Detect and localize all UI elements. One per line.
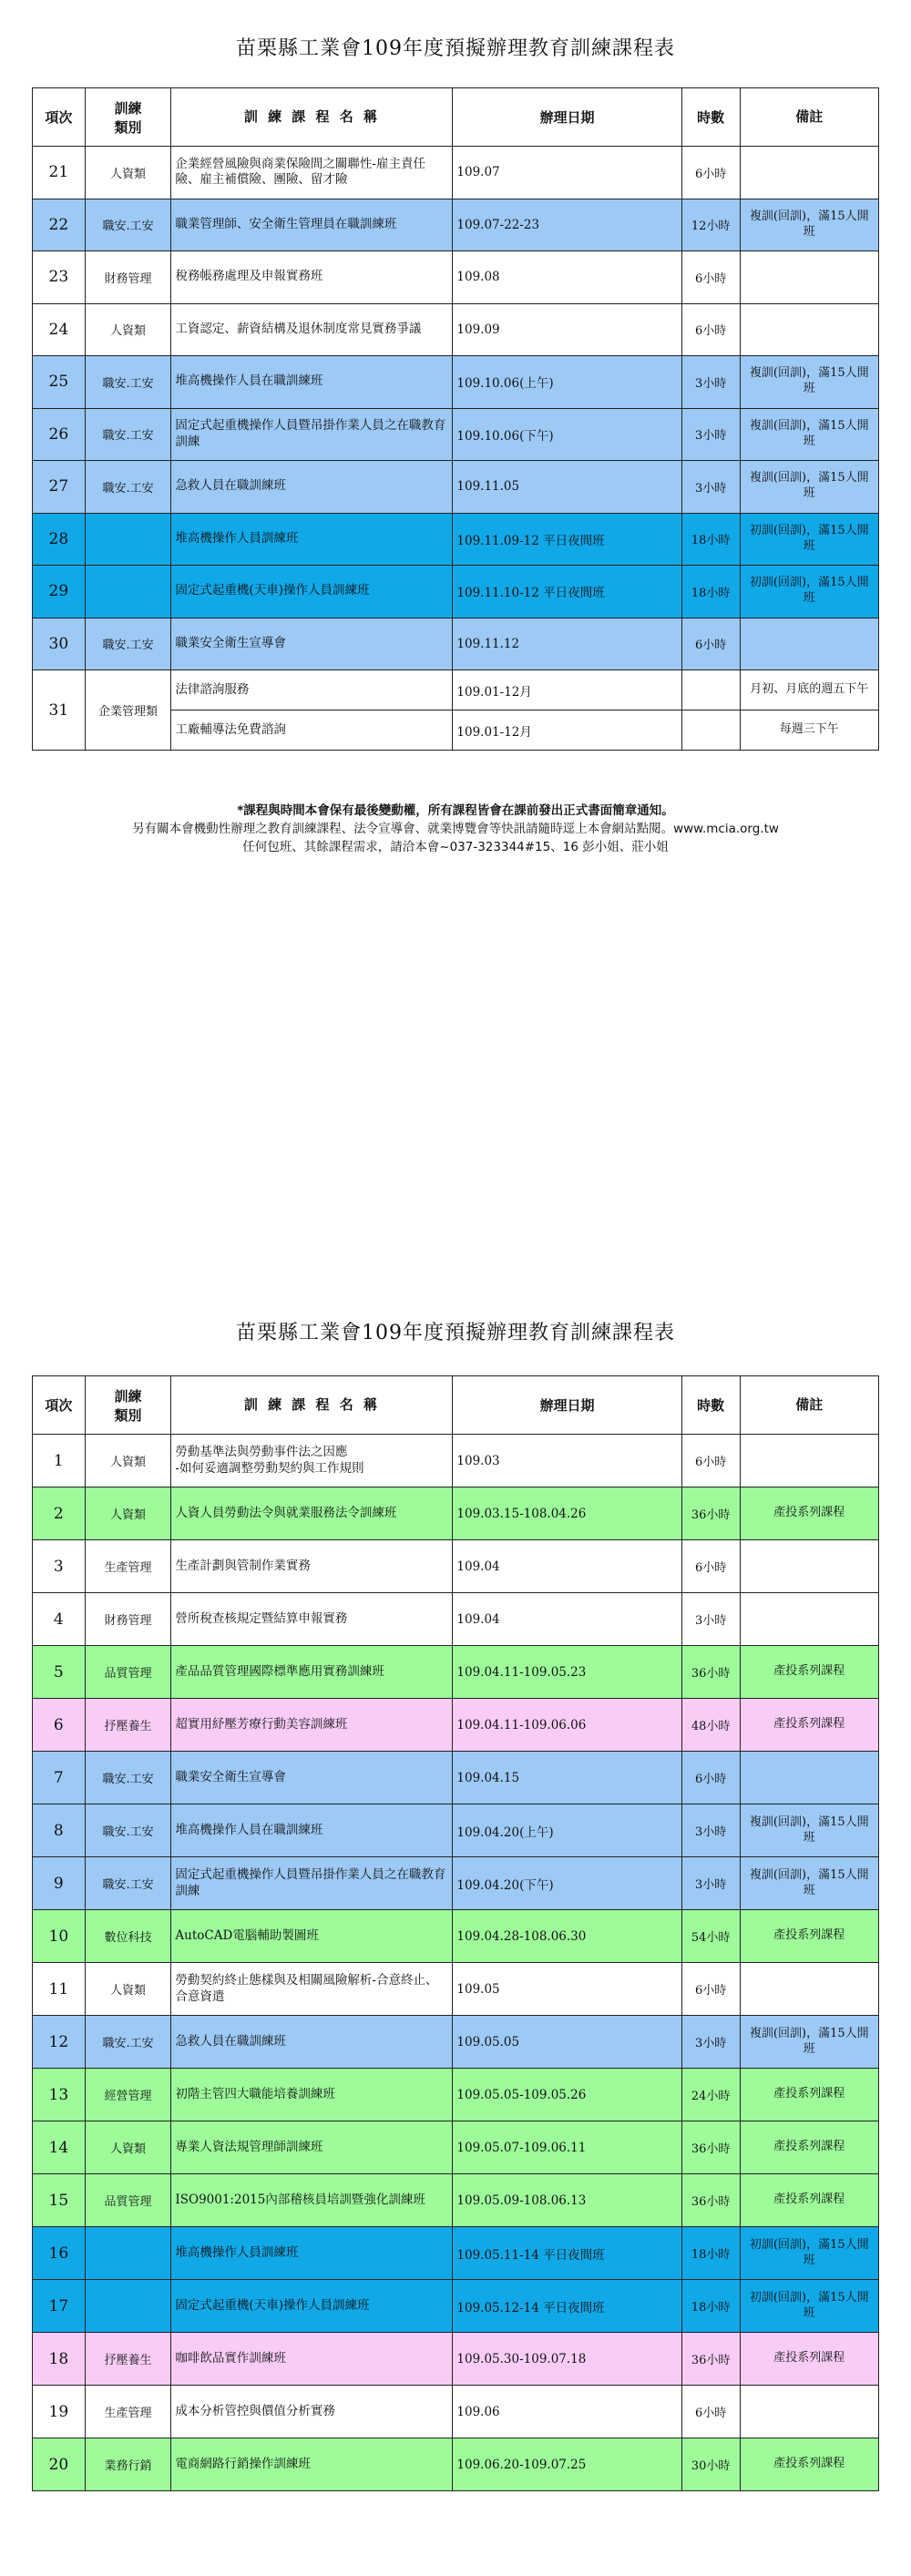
row-course-name: 工資認定、薪資結構及退休制度常見實務爭議 (171, 303, 453, 356)
row-note: 初訓(回訓)，滿15人開班 (740, 566, 878, 618)
row-category: 抒壓養生 (85, 2333, 171, 2386)
row-number: 2 (33, 1487, 86, 1540)
row-date: 109.11.09-12 平日夜間班 (453, 513, 681, 566)
row-hours: 3小時 (681, 408, 740, 461)
row-hours: 18小時 (681, 2227, 740, 2280)
row-category: 生產管理 (85, 1540, 171, 1593)
row-hours: 3小時 (681, 461, 740, 514)
row-date: 109.05 (453, 1963, 681, 2016)
table-row (33, 513, 879, 566)
row-number: 26 (33, 408, 86, 461)
row-hours (681, 670, 740, 710)
row-date: 109.05.11-14 平日夜間班 (453, 2227, 681, 2280)
header-category: 訓練 類別 (85, 88, 171, 147)
row-number: 17 (33, 2280, 86, 2333)
row-course-name: 稅務帳務處理及申報實務班 (171, 251, 453, 304)
row-note: 初訓(回訓)，滿15人開班 (740, 2227, 878, 2280)
row-category: 品質管理 (85, 1646, 171, 1699)
row-course-name: 堆高機操作人員在職訓練班 (171, 356, 453, 409)
row-date: 109.03 (453, 1435, 681, 1487)
row-course-name: 產品品質管理國際標準應用實務訓練班 (171, 1646, 453, 1699)
row-hours: 6小時 (681, 1435, 740, 1487)
top-schedule-table (32, 87, 879, 751)
row-course-name: 職業安全衛生宣導會 (171, 618, 453, 670)
row-course-name: 法律諮詢服務 (171, 670, 453, 710)
table-row (33, 251, 879, 304)
row-category: 人資類 (85, 2121, 171, 2174)
row-number: 5 (33, 1646, 86, 1699)
row-note: 產投系列課程 (740, 2438, 878, 2491)
row-hours: 30小時 (681, 2438, 740, 2491)
table-row (33, 566, 879, 618)
row-number: 22 (33, 199, 86, 251)
row-hours: 18小時 (681, 2280, 740, 2333)
table-row (33, 670, 879, 710)
table-row (33, 461, 879, 514)
row-hours: 3小時 (681, 1593, 740, 1646)
table-row (33, 1435, 879, 1487)
row-category (85, 2280, 171, 2333)
row-note: 初訓(回訓)，滿15人開班 (740, 513, 878, 566)
row-category: 職安.工安 (85, 1804, 171, 1857)
table-row (33, 2333, 879, 2386)
row-date: 109.07-22-23 (453, 199, 681, 251)
row-hours: 36小時 (681, 2174, 740, 2227)
row-note: 複訓(回訓)，滿15人開班 (740, 408, 878, 461)
row-number: 20 (33, 2438, 86, 2491)
table-row (33, 1857, 879, 1910)
row-course-name: 超實用紓壓芳療行動美容訓練班 (171, 1699, 453, 1752)
row-date: 109.01-12月 (453, 670, 681, 710)
row-hours: 6小時 (681, 1540, 740, 1593)
row-note (740, 1963, 878, 2016)
row-course-name: 勞動基準法與勞動事件法之因應 -如何妥適調整勞動契約與工作規則 (171, 1435, 453, 1487)
row-date: 109.10.06(上午) (453, 356, 681, 409)
row-note: 產投系列課程 (740, 1699, 878, 1752)
row-date: 109.06.20-109.07.25 (453, 2438, 681, 2491)
row-date: 109.11.12 (453, 618, 681, 670)
row-date: 109.01-12月 (453, 710, 681, 751)
header-note: 備註 (740, 1376, 878, 1435)
row-number: 25 (33, 356, 86, 409)
row-category: 經營管理 (85, 2069, 171, 2121)
row-number: 13 (33, 2069, 86, 2121)
row-note: 複訓(回訓)，滿15人開班 (740, 199, 878, 251)
row-number: 19 (33, 2386, 86, 2438)
row-note: 產投系列課程 (740, 2069, 878, 2121)
row-number: 10 (33, 1910, 86, 1963)
bottom-page-title: 苗栗縣工業會109年度預擬辦理教育訓練課程表 (236, 1322, 675, 1344)
row-date: 109.04.11-109.06.06 (453, 1699, 681, 1752)
row-number: 11 (33, 1963, 86, 2016)
row-category: 職安.工安 (85, 1857, 171, 1910)
table-row (33, 1804, 879, 1857)
table-row (33, 618, 879, 670)
row-note (740, 2386, 878, 2438)
table-row (33, 2069, 879, 2121)
row-course-name: 營所稅查核規定暨結算申報實務 (171, 1593, 453, 1646)
row-note: 每週三下午 (740, 710, 878, 751)
row-category: 人資類 (85, 303, 171, 356)
row-hours: 18小時 (681, 513, 740, 566)
table-row (33, 2121, 879, 2174)
row-category: 抒壓養生 (85, 1699, 171, 1752)
row-number: 27 (33, 461, 86, 514)
row-number: 9 (33, 1857, 86, 1910)
row-course-name: 企業經營風險與商業保險間之關聯性-雇主責任險、雇主補償險、團險、留才險 (171, 147, 453, 199)
row-note: 初訓(回訓)，滿15人開班 (740, 2280, 878, 2333)
row-hours: 6小時 (681, 251, 740, 304)
row-note (740, 1752, 878, 1804)
row-hours: 36小時 (681, 2333, 740, 2386)
row-date: 109.04.20(上午) (453, 1804, 681, 1857)
footer-line-3: 任何包班、其餘課程需求，請洽本會~037-323344#15、16 彭小姐、莊小姐 (242, 840, 669, 854)
row-date: 109.11.05 (453, 461, 681, 514)
row-course-name: 專業人資法規管理師訓練班 (171, 2121, 453, 2174)
row-note: 複訓(回訓)，滿15人開班 (740, 461, 878, 514)
row-date: 109.05.07-109.06.11 (453, 2121, 681, 2174)
row-number: 1 (33, 1435, 86, 1487)
row-course-name: ISO9001:2015內部稽核員培訓暨強化訓練班 (171, 2174, 453, 2227)
row-note: 產投系列課程 (740, 2333, 878, 2386)
footer-notes (0, 802, 911, 856)
row-note (740, 1540, 878, 1593)
row-note: 複訓(回訓)，滿15人開班 (740, 356, 878, 409)
header-no: 項次 (33, 1376, 86, 1435)
row-course-name: 固定式起重機操作人員暨吊掛作業人員之在職教育訓練 (171, 408, 453, 461)
row-date: 109.09 (453, 303, 681, 356)
row-category: 人資類 (85, 1487, 171, 1540)
header-hours: 時數 (681, 1376, 740, 1435)
row-category: 職安.工安 (85, 408, 171, 461)
row-date: 109.04.20(下午) (453, 1857, 681, 1910)
row-note: 產投系列課程 (740, 2174, 878, 2227)
row-course-name: 咖啡飲品實作訓練班 (171, 2333, 453, 2386)
header-date: 辦理日期 (453, 1376, 681, 1435)
row-date: 109.04 (453, 1540, 681, 1593)
table-row (33, 2174, 879, 2227)
row-number: 15 (33, 2174, 86, 2227)
row-category: 人資類 (85, 147, 171, 199)
row-number: 7 (33, 1752, 86, 1804)
row-date: 109.03.15-108.04.26 (453, 1487, 681, 1540)
row-category: 人資類 (85, 1963, 171, 2016)
row-note: 複訓(回訓)，滿15人開班 (740, 1857, 878, 1910)
row-date: 109.05.09-108.06.13 (453, 2174, 681, 2227)
row-category: 生產管理 (85, 2386, 171, 2438)
header-hours: 時數 (681, 88, 740, 147)
row-number: 24 (33, 303, 86, 356)
table-header-row (33, 1376, 879, 1435)
row-number: 8 (33, 1804, 86, 1857)
table-row (33, 2016, 879, 2069)
row-date: 109.10.06(下午) (453, 408, 681, 461)
row-number: 6 (33, 1699, 86, 1752)
row-course-name: 生產計劃與管制作業實務 (171, 1540, 453, 1593)
row-number: 14 (33, 2121, 86, 2174)
row-course-name: 固定式起重機操作人員暨吊掛作業人員之在職教育訓練 (171, 1857, 453, 1910)
row-note (740, 618, 878, 670)
table-row (33, 1699, 879, 1752)
row-hours: 3小時 (681, 1857, 740, 1910)
row-hours: 3小時 (681, 2016, 740, 2069)
row-hours: 6小時 (681, 1752, 740, 1804)
row-note: 月初、月底的週五下午 (740, 670, 878, 710)
footer-line-1: *課程與時間本會保有最後變動權，所有課程皆會在課前發出正式書面簡章通知。 (237, 803, 674, 818)
row-course-name: 堆高機操作人員訓練班 (171, 2227, 453, 2280)
table-row (33, 1593, 879, 1646)
table-row (33, 408, 879, 461)
table-row (33, 2438, 879, 2491)
row-date: 109.04.11-109.05.23 (453, 1646, 681, 1699)
row-note: 複訓(回訓)，滿15人開班 (740, 1804, 878, 1857)
table-row (33, 1752, 879, 1804)
row-course-name: 工廠輔導法免費諮詢 (171, 710, 453, 751)
row-hours: 18小時 (681, 566, 740, 618)
table-header-row (33, 88, 879, 147)
table-row (33, 1963, 879, 2016)
table-row (33, 1910, 879, 1963)
row-course-name: AutoCAD電腦輔助製圖班 (171, 1910, 453, 1963)
row-category: 職安.工安 (85, 199, 171, 251)
header-category: 訓練 類別 (85, 1376, 171, 1435)
row-hours: 54小時 (681, 1910, 740, 1963)
row-course-name: 固定式起重機(天車)操作人員訓練班 (171, 2280, 453, 2333)
row-hours: 36小時 (681, 1487, 740, 1540)
bottom-schedule-table (32, 1375, 879, 2491)
row-hours (681, 710, 740, 751)
row-date: 109.04 (453, 1593, 681, 1646)
row-hours: 24小時 (681, 2069, 740, 2121)
row-note (740, 147, 878, 199)
row-number: 31 (33, 670, 86, 751)
row-date: 109.05.30-109.07.18 (453, 2333, 681, 2386)
row-category: 財務管理 (85, 1593, 171, 1646)
row-number: 28 (33, 513, 86, 566)
header-course: 訓 練 課 程 名 稱 (171, 1376, 453, 1435)
row-hours: 6小時 (681, 618, 740, 670)
table-row (33, 147, 879, 199)
table-row (33, 1646, 879, 1699)
table-row (33, 303, 879, 356)
header-course: 訓 練 課 程 名 稱 (171, 88, 453, 147)
row-course-name: 急救人員在職訓練班 (171, 461, 453, 514)
row-number: 4 (33, 1593, 86, 1646)
row-number: 21 (33, 147, 86, 199)
row-course-name: 職業管理師、安全衛生管理員在職訓練班 (171, 199, 453, 251)
row-date: 109.04.15 (453, 1752, 681, 1804)
row-category (85, 566, 171, 618)
row-category: 數位科技 (85, 1910, 171, 1963)
footer-line-2: 另有關本會機動性辦理之教育訓練課程、法令宣導會、就業博覽會等快訊請隨時逕上本會網站點閱。www.mcia.org.tw (132, 822, 779, 836)
row-category: 職安.工安 (85, 461, 171, 514)
row-note: 產投系列課程 (740, 1487, 878, 1540)
header-date: 辦理日期 (453, 88, 681, 147)
top-page-title: 苗栗縣工業會109年度預擬辦理教育訓練課程表 (236, 37, 675, 60)
row-date: 109.06 (453, 2386, 681, 2438)
row-hours: 48小時 (681, 1699, 740, 1752)
row-date: 109.08 (453, 251, 681, 304)
row-course-name: 電商網路行銷操作訓練班 (171, 2438, 453, 2491)
row-date: 109.05.05-109.05.26 (453, 2069, 681, 2121)
row-note: 產投系列課程 (740, 1646, 878, 1699)
row-note: 產投系列課程 (740, 2121, 878, 2174)
row-category: 品質管理 (85, 2174, 171, 2227)
table-row (33, 1540, 879, 1593)
header-note: 備註 (740, 88, 878, 147)
row-number: 12 (33, 2016, 86, 2069)
row-number: 18 (33, 2333, 86, 2386)
table-row (33, 2227, 879, 2280)
row-category: 人資類 (85, 1435, 171, 1487)
row-category: 業務行銷 (85, 2438, 171, 2491)
row-course-name: 人資人員勞動法令與就業服務法令訓練班 (171, 1487, 453, 1540)
table-row (33, 1487, 879, 1540)
row-date: 109.04.28-108.06.30 (453, 1910, 681, 1963)
table-row (33, 199, 879, 251)
row-date: 109.07 (453, 147, 681, 199)
row-category: 職安.工安 (85, 2016, 171, 2069)
row-category (85, 513, 171, 566)
row-date: 109.05.12-14 平日夜間班 (453, 2280, 681, 2333)
row-category: 職安.工安 (85, 618, 171, 670)
row-course-name: 堆高機操作人員在職訓練班 (171, 1804, 453, 1857)
row-hours: 36小時 (681, 2121, 740, 2174)
row-note: 複訓(回訓)，滿15人開班 (740, 2016, 878, 2069)
row-number: 3 (33, 1540, 86, 1593)
row-note (740, 251, 878, 304)
row-number: 16 (33, 2227, 86, 2280)
table-row (33, 356, 879, 409)
row-category (85, 2227, 171, 2280)
row-category: 企業管理類 (85, 670, 171, 751)
row-course-name: 勞動契約終止態樣與及相關風險解析-合意終止、合意資遣 (171, 1963, 453, 2016)
row-course-name: 成本分析管控與價值分析實務 (171, 2386, 453, 2438)
row-date: 109.11.10-12 平日夜間班 (453, 566, 681, 618)
row-hours: 6小時 (681, 147, 740, 199)
row-note (740, 1435, 878, 1487)
row-number: 29 (33, 566, 86, 618)
row-hours: 6小時 (681, 303, 740, 356)
row-hours: 6小時 (681, 2386, 740, 2438)
row-hours: 3小時 (681, 1804, 740, 1857)
row-course-name: 職業安全衛生宣導會 (171, 1752, 453, 1804)
table-row (33, 2386, 879, 2438)
row-number: 23 (33, 251, 86, 304)
row-category: 財務管理 (85, 251, 171, 304)
row-date: 109.05.05 (453, 2016, 681, 2069)
row-note (740, 303, 878, 356)
row-course-name: 堆高機操作人員訓練班 (171, 513, 453, 566)
row-hours: 3小時 (681, 356, 740, 409)
row-category: 職安.工安 (85, 1752, 171, 1804)
row-course-name: 急救人員在職訓練班 (171, 2016, 453, 2069)
row-course-name: 固定式起重機(天車)操作人員訓練班 (171, 566, 453, 618)
row-note: 產投系列課程 (740, 1910, 878, 1963)
row-number: 30 (33, 618, 86, 670)
row-note (740, 1593, 878, 1646)
table-row (33, 2280, 879, 2333)
row-course-name: 初階主管四大職能培養訓練班 (171, 2069, 453, 2121)
row-category: 職安.工安 (85, 356, 171, 409)
header-no: 項次 (33, 88, 86, 147)
row-hours: 6小時 (681, 1963, 740, 2016)
row-hours: 36小時 (681, 1646, 740, 1699)
row-hours: 12小時 (681, 199, 740, 251)
